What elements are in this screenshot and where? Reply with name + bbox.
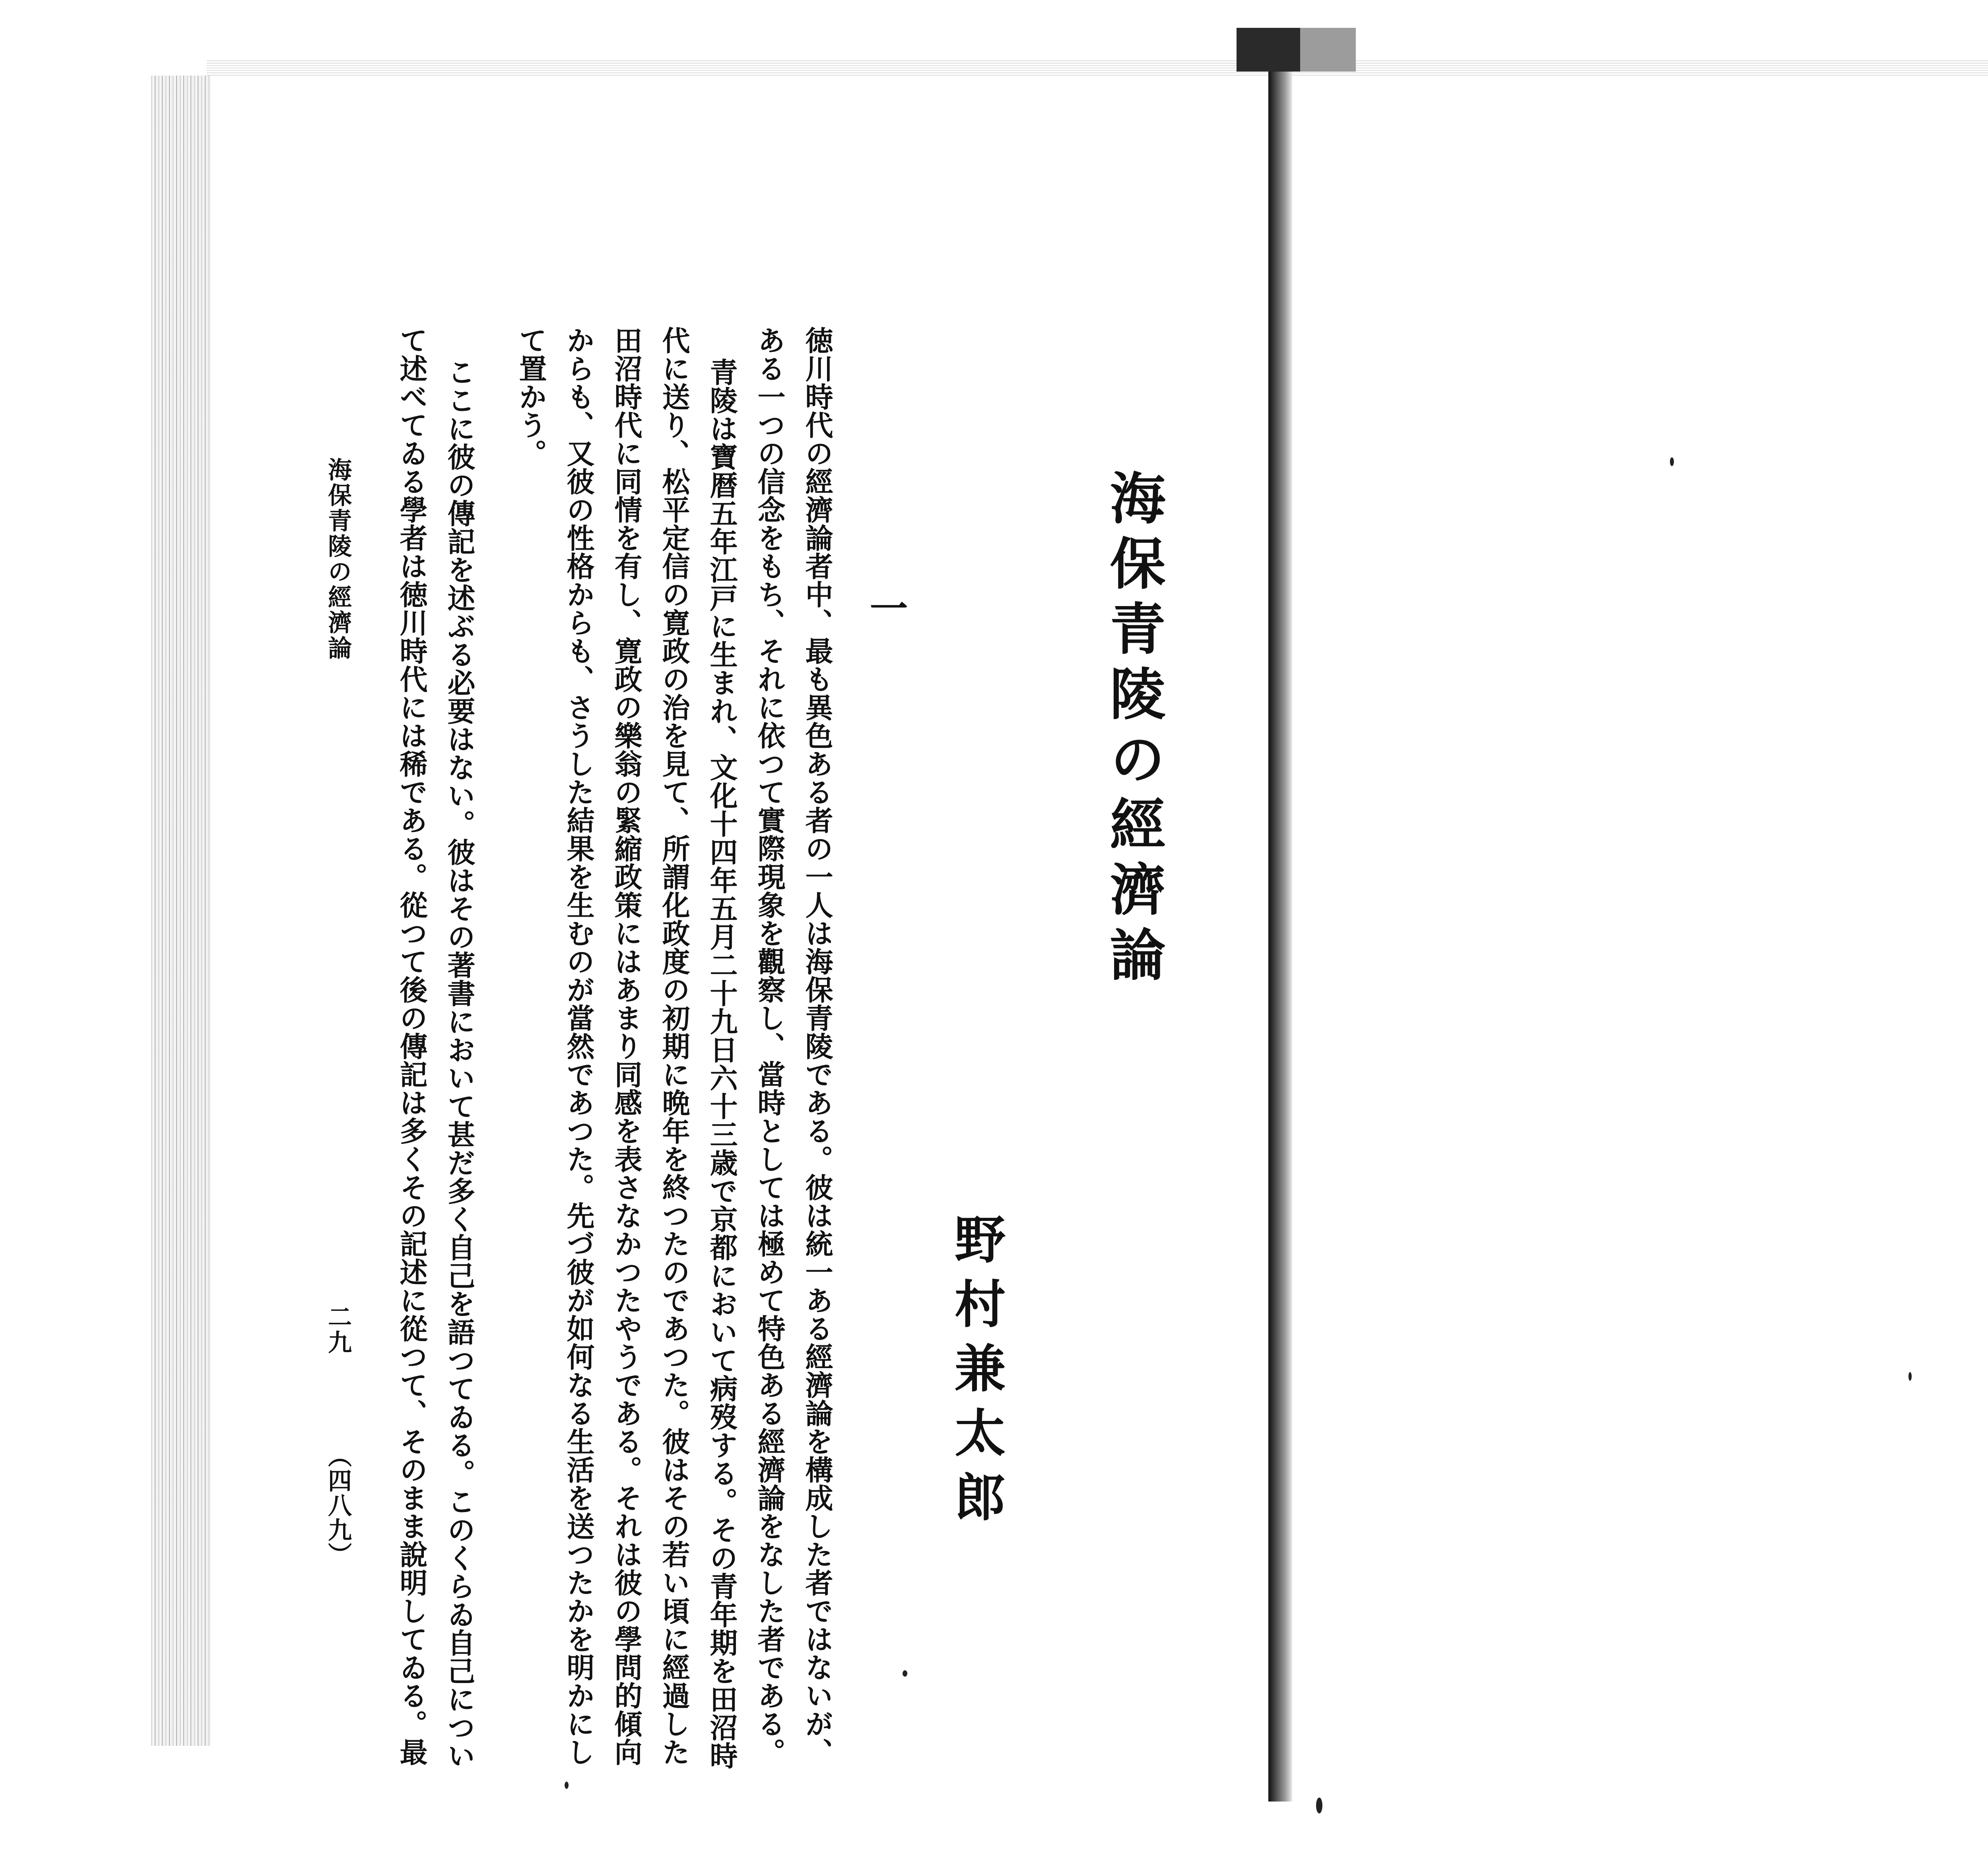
page-number-alt: （四八九） [324,1444,352,1567]
article-author: 野村兼太郎 [946,1213,1006,1535]
scan-speck [1670,457,1674,466]
running-head: 海保青陵の經濟論 [324,457,352,661]
scan-speck [903,1670,907,1677]
scan-speck [565,1782,569,1789]
body-line: 青陵は寶暦五年江戸に生まれ、文化十四年五月二十九日六十三歳で京都において病歿する。その青年期を田沼時 [705,358,738,1770]
body-line: ある一つの信念をもち、それに依つて實際現象を觀察し、當時としては極めて特色ある經濟論をなした者である。 [753,326,786,1766]
body-line: 代に送り、松平定信の寛政の治を見て、所謂化政度の初期に晩年を終つたのであつた。彼はその若い頃に經過した [658,326,691,1766]
body-line: からも、又彼の性格からも、さうした結果を生むのが當然であつた。先づ彼が如何なる生活を送つたかを明かにし [562,326,595,1766]
body-line: て置かう。 [514,326,547,467]
body-line: 田沼時代に同情を有し、寛政の樂翁の緊縮政策にはあまり同感を表さなかつたやうである。それは彼の學問的傾向 [610,326,643,1766]
article-title: 海保青陵の經濟論 [1101,469,1166,991]
body-line: ここに彼の傳記を述ぶる必要はない。彼はその著書において甚だ多く自己を語つてゐる。このくらゐ自己につい [443,358,476,1770]
book-gutter [1268,72,1292,1802]
page-number: 二九 [324,1304,352,1355]
left-page-edges [151,76,211,1746]
scan-speck [1316,1798,1322,1813]
gutter-top-highlight [1300,28,1356,72]
body-line: て述べてゐる學者は徳川時代には稀である。從つて後の傳記は多くその記述に從つて、そのまま說明してゐる。最 [395,326,428,1766]
body-line: 徳川時代の經濟論者中、最も異色ある者の一人は海保青陵である。彼は統一ある經濟論を構成した者ではないが、 [801,326,834,1766]
section-number: 一 [864,589,909,627]
scan-speck [1908,1372,1912,1381]
page-top-edge [207,60,1988,76]
